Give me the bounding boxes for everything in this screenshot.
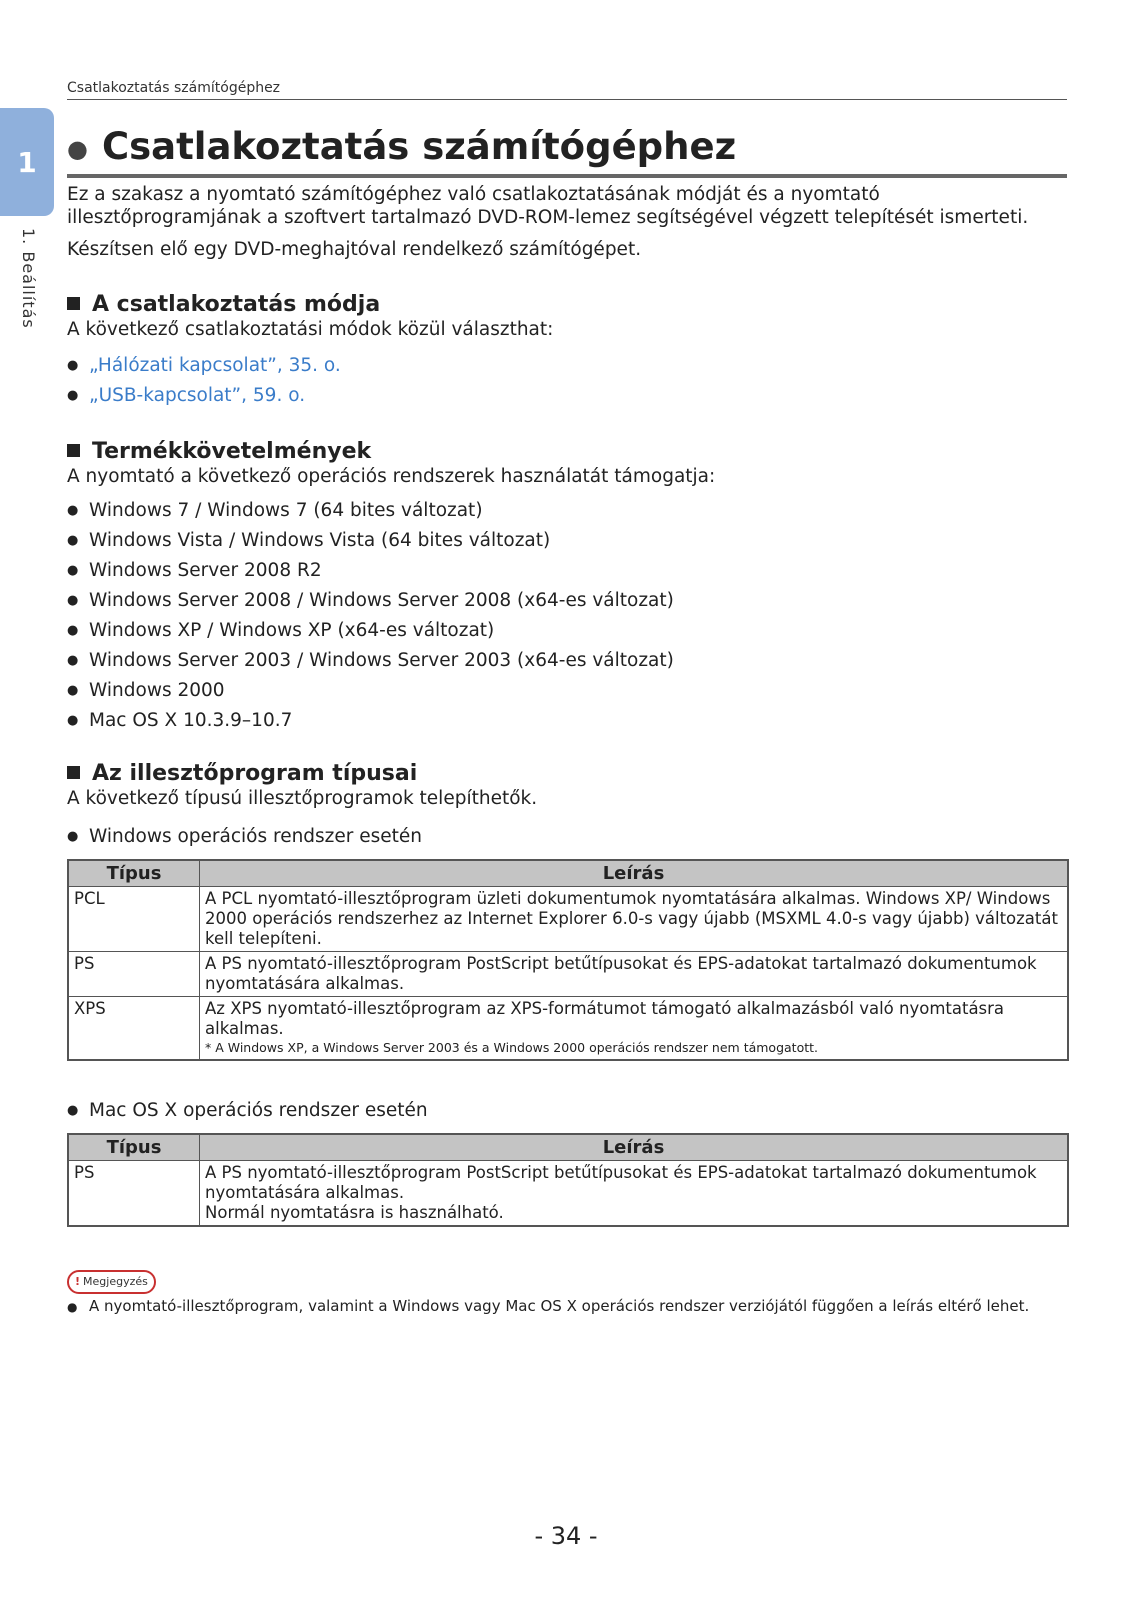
list-item: ● Mac OS X operációs rendszer esetén [67,1096,428,1126]
list-item: ● Windows Server 2008 / Windows Server 2008 (x64-es változat) [67,586,674,616]
column-header-description: Leírás [200,1134,1069,1161]
list-item[interactable] [67,381,341,411]
bullet-icon: ● [67,563,79,578]
bullet-icon: ● [67,1300,78,1314]
bullet-icon: ● [67,683,79,698]
bullet-icon: ● [67,623,79,638]
list-item: ● Windows operációs rendszer esetén [67,822,422,852]
note-text: ● A nyomtató-illesztőprogram, valamint a Windows vagy Mac OS X operációs rendszer verziójától függően a leírás eltérő lehet. [67,1297,1030,1315]
square-bullet-icon [67,297,80,310]
list-item: ● Mac OS X 10.3.9–10.7 [67,706,674,736]
bullet-icon: ● [67,388,79,403]
footnote: * A Windows XP, a Windows Server 2003 és a Windows 2000 operációs rendszer nem támogatott. [205,1040,818,1055]
column-header-type: Típus [68,860,200,887]
bullet-icon: ● [67,593,79,608]
windows-label [67,822,422,852]
square-bullet-icon [67,766,80,779]
list-item[interactable] [67,351,341,381]
running-head: Csatlakoztatás számítógéphez [67,80,1067,100]
drivers-text: A következő típusú illesztőprogramok telepíthetők. [67,788,538,809]
table-row: PCL A PCL nyomtató-illesztőprogram üzleti dokumentumok nyomtatására alkalmas. Windows XP/ Windows 2000 operációs rendszerhez az Internet Explorer 6.0-s vagy újabb (MSXML 4.0-s vagy újabb) változatát kell telepíteni. [68,887,1068,952]
mac-driver-table [67,1133,1069,1227]
bullet-icon: ● [67,503,79,518]
side-chapter-label: 1. Beállítás [19,228,38,329]
connection-links [67,351,341,411]
chapter-tab[interactable]: 1 [0,108,54,216]
warning-icon: ! [75,1275,81,1288]
mac-label [67,1096,428,1126]
link-network[interactable]: „Hálózati kapcsolat”, 35. o. [89,355,341,376]
list-item: ● Windows 2000 [67,676,674,706]
list-item: ● Windows Server 2008 R2 [67,556,674,586]
column-header-type: Típus [68,1134,200,1161]
bullet-icon: ● [67,533,79,548]
table-row: PS A PS nyomtató-illesztőprogram PostScript betűtípusokat és EPS-adatokat tartalmazó dokumentumok nyomtatására alkalmas. Normál nyomtatásra is használható. [68,1161,1068,1227]
intro-paragraph-2: Készítsen elő egy DVD-meghajtóval rendelkező számítógépet. [67,239,642,260]
list-item: ● Windows 7 / Windows 7 (64 bites változat) [67,496,674,526]
note-badge: ! Megjegyzés [67,1270,156,1294]
section-heading-connection: A csatlakoztatás módja [67,292,380,317]
table-row: XPS Az XPS nyomtató-illesztőprogram az XPS-formátumot támogató alkalmazásból való nyomtatásra alkalmas. * A Windows XP, a Windows Server 2003 és a Windows 2000 operációs rendszer nem támogatott. [68,997,1068,1061]
bullet-icon: ● [67,1103,79,1118]
list-item: ● Windows Vista / Windows Vista (64 bites változat) [67,526,674,556]
list-item: ● Windows XP / Windows XP (x64-es változat) [67,616,674,646]
bullet-icon: ● [67,134,88,163]
bullet-icon: ● [67,829,79,844]
page-title-block [67,124,1067,178]
table-row: PS A PS nyomtató-illesztőprogram PostScript betűtípusokat és EPS-adatokat tartalmazó dokumentumok nyomtatására alkalmas. [68,952,1068,997]
bullet-icon: ● [67,653,79,668]
section-heading-drivers: Az illesztőprogram típusai [67,761,417,786]
bullet-icon: ● [67,713,79,728]
column-header-description: Leírás [200,860,1069,887]
intro-paragraph: Ez a szakasz a nyomtató számítógéphez való csatlakoztatásának módját és a nyomtató illesztőprogramjának a szoftvert tartalmazó DVD-ROM-lemez segítségével végzett telepítését ismerteti. [67,184,1029,228]
link-usb[interactable]: „USB-kapcsolat”, 59. o. [89,385,306,406]
section-heading-requirements: Termékkövetelmények [67,439,371,464]
bullet-icon: ● [67,358,79,373]
os-list [67,496,674,736]
requirements-text: A nyomtató a következő operációs rendszerek használatát támogatja: [67,466,716,487]
list-item: ● Windows Server 2003 / Windows Server 2003 (x64-es változat) [67,646,674,676]
square-bullet-icon [67,444,80,457]
page-title: Csatlakoztatás számítógéphez [101,125,737,168]
page-number: - 34 - [534,1522,598,1550]
windows-driver-table [67,859,1069,1061]
connection-text: A következő csatlakoztatási módok közül választhat: [67,319,554,340]
